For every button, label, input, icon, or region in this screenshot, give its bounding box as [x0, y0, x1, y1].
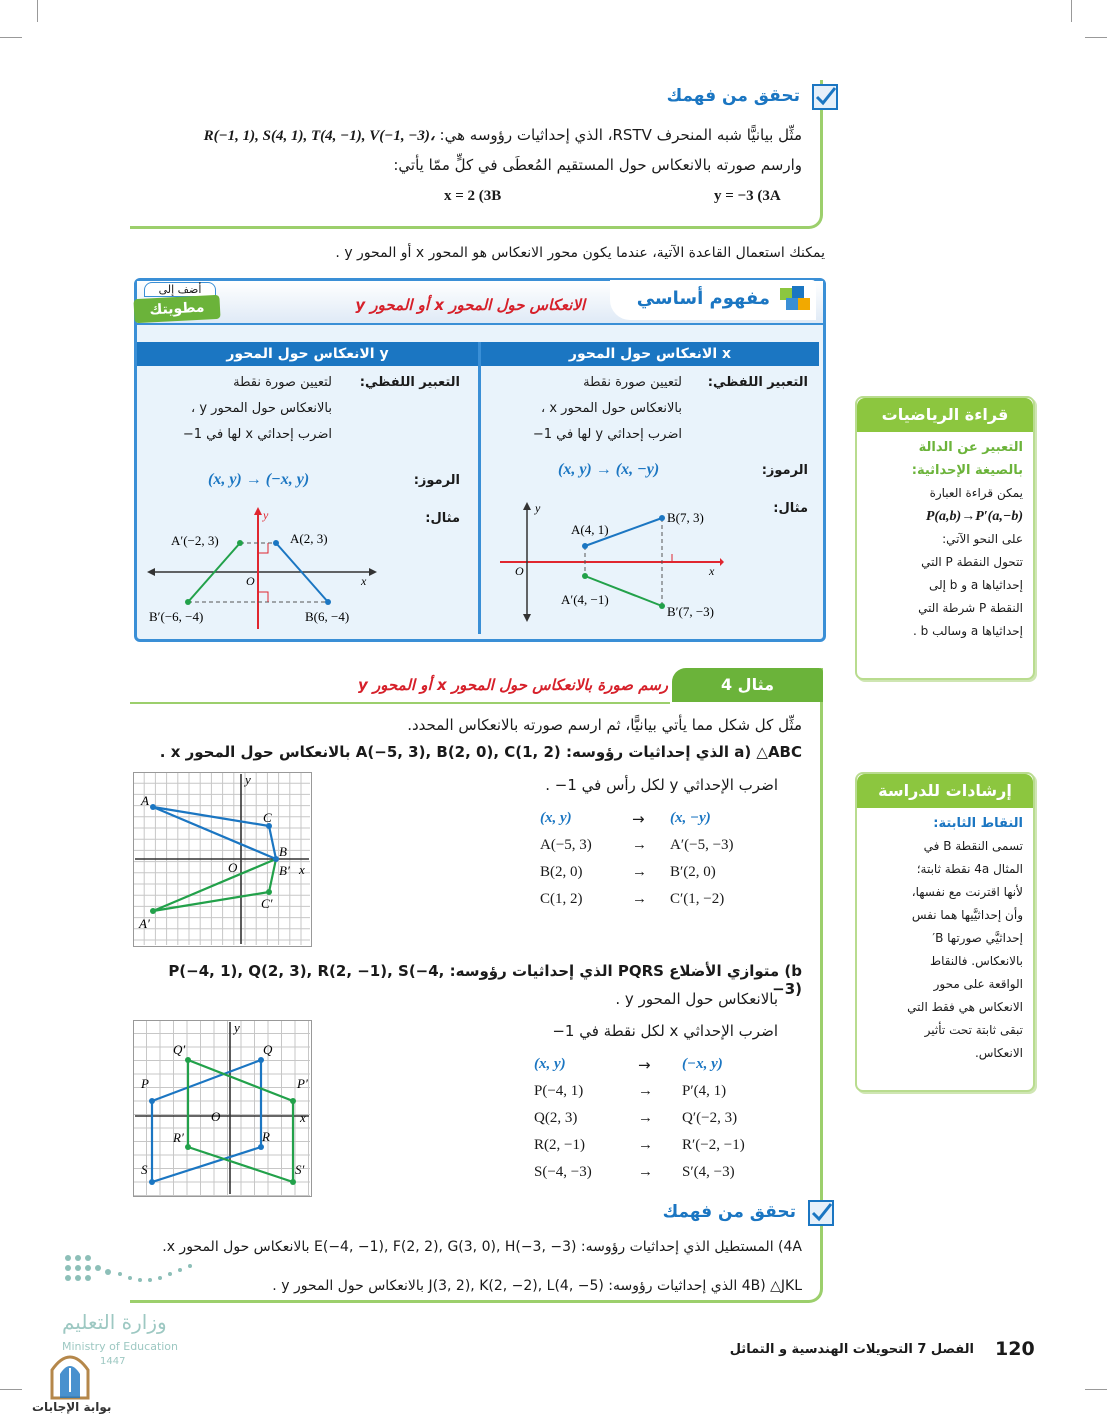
axis-y-label: y	[263, 508, 269, 522]
arrow-icon: →	[638, 1083, 653, 1099]
sidebar-body	[857, 808, 1033, 1069]
reading-math-sidebar	[855, 396, 1035, 680]
table-a	[540, 810, 780, 918]
origin-label: O	[228, 860, 238, 875]
sidebar-title: إرشادات للدراسة	[857, 774, 1033, 808]
right-verbal-2: بالانعكاس حول المحور x ،	[541, 401, 682, 416]
right-symbols-label: الرموز:	[761, 463, 808, 478]
vertex-label: A′	[139, 916, 150, 931]
table-cell: (x, y)	[540, 810, 572, 826]
right-symbols: (x, y) → (x, −y)	[558, 461, 660, 478]
left-col-heading: الانعكاس حول المحور y	[137, 342, 478, 366]
sidebar-subtitle: التعبير عن الدالة	[918, 440, 1023, 455]
table-cell: C(1, 2)	[540, 891, 583, 907]
graph-a	[133, 772, 313, 948]
table-cell: Q′(−2, 3)	[682, 1110, 738, 1126]
sidebar-line: النقطة P شرطة التي	[918, 601, 1023, 615]
sidebar-line: على النحو الآتي:	[942, 532, 1023, 546]
sidebar-line: بالانعكاس. فالنقاط	[929, 954, 1023, 968]
table-cell: A(−5, 3)	[540, 837, 592, 853]
portal-name: بوابة الإجابات	[32, 1400, 112, 1414]
axis-y-label: y	[535, 501, 541, 515]
sidebar-line: الواقعة على محور	[933, 977, 1023, 991]
column-divider	[478, 342, 481, 634]
ministry-name-en: Ministry of Education	[62, 1340, 179, 1353]
sidebar-subtitle: النقاط الثابتة:	[933, 816, 1023, 831]
sidebar-line: تتحول النقطة P التي	[921, 555, 1023, 569]
right-example-label: مثال:	[773, 501, 808, 516]
vertex-label: B′	[279, 863, 290, 878]
vertex-label: P′	[297, 1076, 308, 1091]
part-a-text: a) △ABC الذي إحداثيات رؤوسه: A(−5, 3), B(2, 0), C(1, 2) بالانعكاس حول المحور x .	[159, 743, 802, 761]
arrow-icon: →	[632, 837, 647, 853]
example-header-line	[130, 702, 670, 704]
origin-label: O	[246, 574, 255, 588]
vertex-label: Q′	[173, 1042, 186, 1057]
axis-x-label: x	[361, 574, 367, 588]
table-row	[534, 1137, 774, 1164]
table-cell: R(2, −1)	[534, 1137, 585, 1153]
right-verbal-3: اضرب إحداثي y لها في 1−	[532, 427, 682, 442]
sidebar-line: تسمى النقطة B في	[923, 839, 1023, 853]
point-label: B(6, −4)	[305, 609, 350, 624]
origin-label: O	[515, 564, 524, 578]
check1-line1	[130, 126, 802, 145]
table-cell: A′(−5, −3)	[670, 837, 734, 853]
sidebar-line: الانعكاس هي فقط التي	[907, 1000, 1023, 1014]
vertex-label: S′	[295, 1162, 305, 1177]
arrow-icon: →	[632, 891, 647, 907]
sidebar-line: لأنها اقترنت مع نفسها،	[911, 885, 1023, 899]
table-cell: B(2, 0)	[540, 864, 583, 880]
part-a-rule: اضرب الإحداثي y لكل رأس في 1− .	[545, 776, 778, 794]
ministry-year: 1447	[100, 1356, 126, 1367]
concept-badge-label: مفهوم أساسي	[636, 288, 770, 309]
intro-text: يمكنك استعمال القاعدة الآتية، عندما يكون محور الانعكاس هو المحور x أو المحور y .	[335, 245, 825, 261]
table-b	[534, 1056, 774, 1191]
point-label: A(4, 1)	[571, 522, 609, 537]
vertex-label: P	[141, 1076, 149, 1091]
sidebar-line: يمكن قراءة العبارة	[929, 486, 1023, 500]
sidebar-line: P(a,b)→P′(a,−b)	[925, 509, 1023, 524]
sidebar-line: المثال 4a نقطة ثابتة؛	[916, 862, 1023, 876]
table-cell: R′(−2, −1)	[682, 1137, 745, 1153]
left-verbal-2: بالانعكاس حول المحور y ،	[191, 401, 332, 416]
arrow-icon: →	[638, 1164, 653, 1180]
point-label: B′(−6, −4)	[149, 609, 204, 624]
page-number: 120	[995, 1338, 1035, 1360]
table-row	[540, 891, 780, 918]
table-cell: C′(1, −2)	[670, 891, 725, 907]
left-verbal-1: لتعيين صورة نقطة	[233, 375, 332, 390]
ministry-name-ar: وزارة التعليم	[62, 1310, 167, 1334]
axis-y-label: y	[245, 772, 251, 787]
vertex-label: C	[263, 810, 272, 825]
left-verbal-label: التعبير اللفظي:	[359, 375, 460, 390]
table-cell: (x, y)	[534, 1056, 566, 1072]
check2-item-a: 4A) المستطيل الذي إحداثيات رؤوسه: E(−4, −1), F(2, 2), G(3, 0), H(−3, −3) بالانعكاس حول المحور x.	[162, 1239, 802, 1255]
left-verbal-3: اضرب إحداثي x لها في 1−	[182, 427, 332, 442]
point-label: A′(−2, 3)	[171, 533, 219, 548]
check2-item-b: 4B) △JKL الذي إحداثيات رؤوسه: J(3, 2), K(2, −2), L(4, −5) بالانعكاس حول المحور y .	[272, 1278, 802, 1294]
point-label: B(7, 3)	[667, 510, 704, 525]
right-verbal-1: لتعيين صورة نقطة	[583, 375, 682, 390]
example-instructions: مثِّل كل شكل مما يأتي بيانيًّا، ثم ارسم صورته بالانعكاس المحدد.	[407, 716, 802, 734]
table-row	[540, 864, 780, 891]
vertex-label: R′	[173, 1130, 184, 1145]
point-label: B′(7, −3)	[667, 604, 715, 619]
left-example-label: مثال:	[425, 511, 460, 526]
table-row	[540, 837, 780, 864]
example-title: رسم صورة بالانعكاس حول المحور x أو المحور y	[357, 676, 668, 694]
table-cell: P′(4, 1)	[682, 1083, 727, 1099]
right-example-graph	[495, 498, 725, 628]
sidebar-line: تبقى ثابتة تحت تأثير	[924, 1023, 1023, 1037]
part-b-line1: b) متوازي الأضلاع PQRS الذي إحداثيات رؤوسه: P(−4, 1), Q(2, 3), R(2, −1), S(−4, −3)	[168, 962, 802, 998]
table-row	[534, 1164, 774, 1191]
sidebar-subtitle: بالصيغة الإحداثية:	[911, 463, 1023, 478]
check1-line1-text: مثِّل بيانيًّا شبه المنحرف RSTV، الذي إحداثيات رؤوسه هي:	[439, 126, 802, 144]
sidebar-line: إحداثياها a وسالب b .	[912, 624, 1023, 638]
add-foldable-tag	[134, 282, 220, 328]
sidebar-body	[857, 432, 1033, 647]
vertex-label: S	[141, 1162, 148, 1177]
table-cell: B′(2, 0)	[670, 864, 716, 880]
left-example-graph	[145, 505, 380, 633]
axis-x-label: x	[709, 564, 715, 578]
chapter-title: الفصل 7 التحويلات الهندسية و التماثل	[729, 1342, 974, 1357]
sidebar-line: إحداثيَّي صورتها B′	[932, 931, 1023, 945]
origin-label: O	[211, 1109, 221, 1124]
table-cell: (x, −y)	[670, 810, 711, 826]
check1-item-a: y = −3 (3A	[714, 188, 781, 204]
table-cell: S′(4, −3)	[682, 1164, 735, 1180]
part-b-rule: اضرب الإحداثي x لكل نقطة في 1−	[552, 1022, 778, 1040]
foldable-label: مطويتك	[133, 295, 220, 323]
left-symbols-label: الرموز:	[413, 473, 460, 488]
checkmark-icon	[812, 84, 838, 110]
sidebar-title: قراءة الرياضيات	[857, 398, 1033, 432]
point-label: A(2, 3)	[290, 531, 328, 546]
axis-x-label: x	[300, 1110, 306, 1125]
vertex-label: Q	[263, 1042, 273, 1057]
concept-logo-icon	[778, 284, 812, 320]
arrow-icon: →	[632, 864, 647, 880]
table-row	[540, 810, 780, 837]
arrow-icon: →	[638, 1110, 653, 1126]
check1-item-b: x = 2 (3B	[444, 188, 502, 204]
axis-x-label: x	[299, 862, 305, 877]
concept-title: الانعكاس حول المحور x أو المحور y	[355, 296, 585, 314]
checkmark-icon	[808, 1200, 834, 1226]
example-label: مثال 4	[672, 668, 823, 702]
check-title: تحقق من فهمك	[666, 86, 800, 106]
table-row	[534, 1056, 774, 1083]
left-symbols: (x, y) → (−x, y)	[208, 471, 310, 488]
sidebar-line: وأن إحداثيَّيها هما نفس	[911, 908, 1023, 922]
arrow-icon: →	[638, 1137, 653, 1153]
arrow-icon: →	[638, 1056, 651, 1074]
table-cell: (−x, y)	[682, 1056, 723, 1072]
vertex-label: C′	[261, 896, 273, 911]
study-tips-sidebar	[855, 772, 1035, 1092]
sidebar-line: الانعكاس.	[974, 1046, 1023, 1060]
part-b-line2: بالانعكاس حول المحور y .	[615, 990, 778, 1008]
add-foldable-label: أضف إلى	[144, 282, 216, 297]
right-col-heading: الانعكاس حول المحور x	[481, 342, 819, 366]
sidebar-line: إحداثياها a و b إلى	[928, 578, 1023, 592]
table-row	[534, 1083, 774, 1110]
right-verbal-label: التعبير اللفظي:	[707, 375, 808, 390]
point-label: A′(4, −1)	[561, 592, 609, 607]
ministry-logo-icon	[60, 1250, 200, 1304]
portal-logo-icon	[48, 1348, 92, 1404]
arrow-icon: →	[632, 810, 645, 828]
table-cell: P(−4, 1)	[534, 1083, 584, 1099]
check1-line2: وارسم صورته بالانعكاس حول المستقيم المُعطَى في كلٍّ ممّا يأتي:	[393, 156, 802, 174]
table-cell: Q(2, 3)	[534, 1110, 578, 1126]
vertex-label: A	[141, 793, 149, 808]
vertex-label: B	[279, 844, 287, 859]
table-cell: S(−4, −3)	[534, 1164, 592, 1180]
check-title: تحقق من فهمك	[662, 1202, 796, 1222]
table-row	[534, 1110, 774, 1137]
vertex-label: R	[262, 1129, 270, 1144]
check1-line1-math: R(−1, 1), S(4, 1), T(4, −1), V(−1, −3)،	[203, 128, 435, 144]
axis-y-label: y	[234, 1020, 240, 1035]
graph-b	[133, 1020, 313, 1198]
